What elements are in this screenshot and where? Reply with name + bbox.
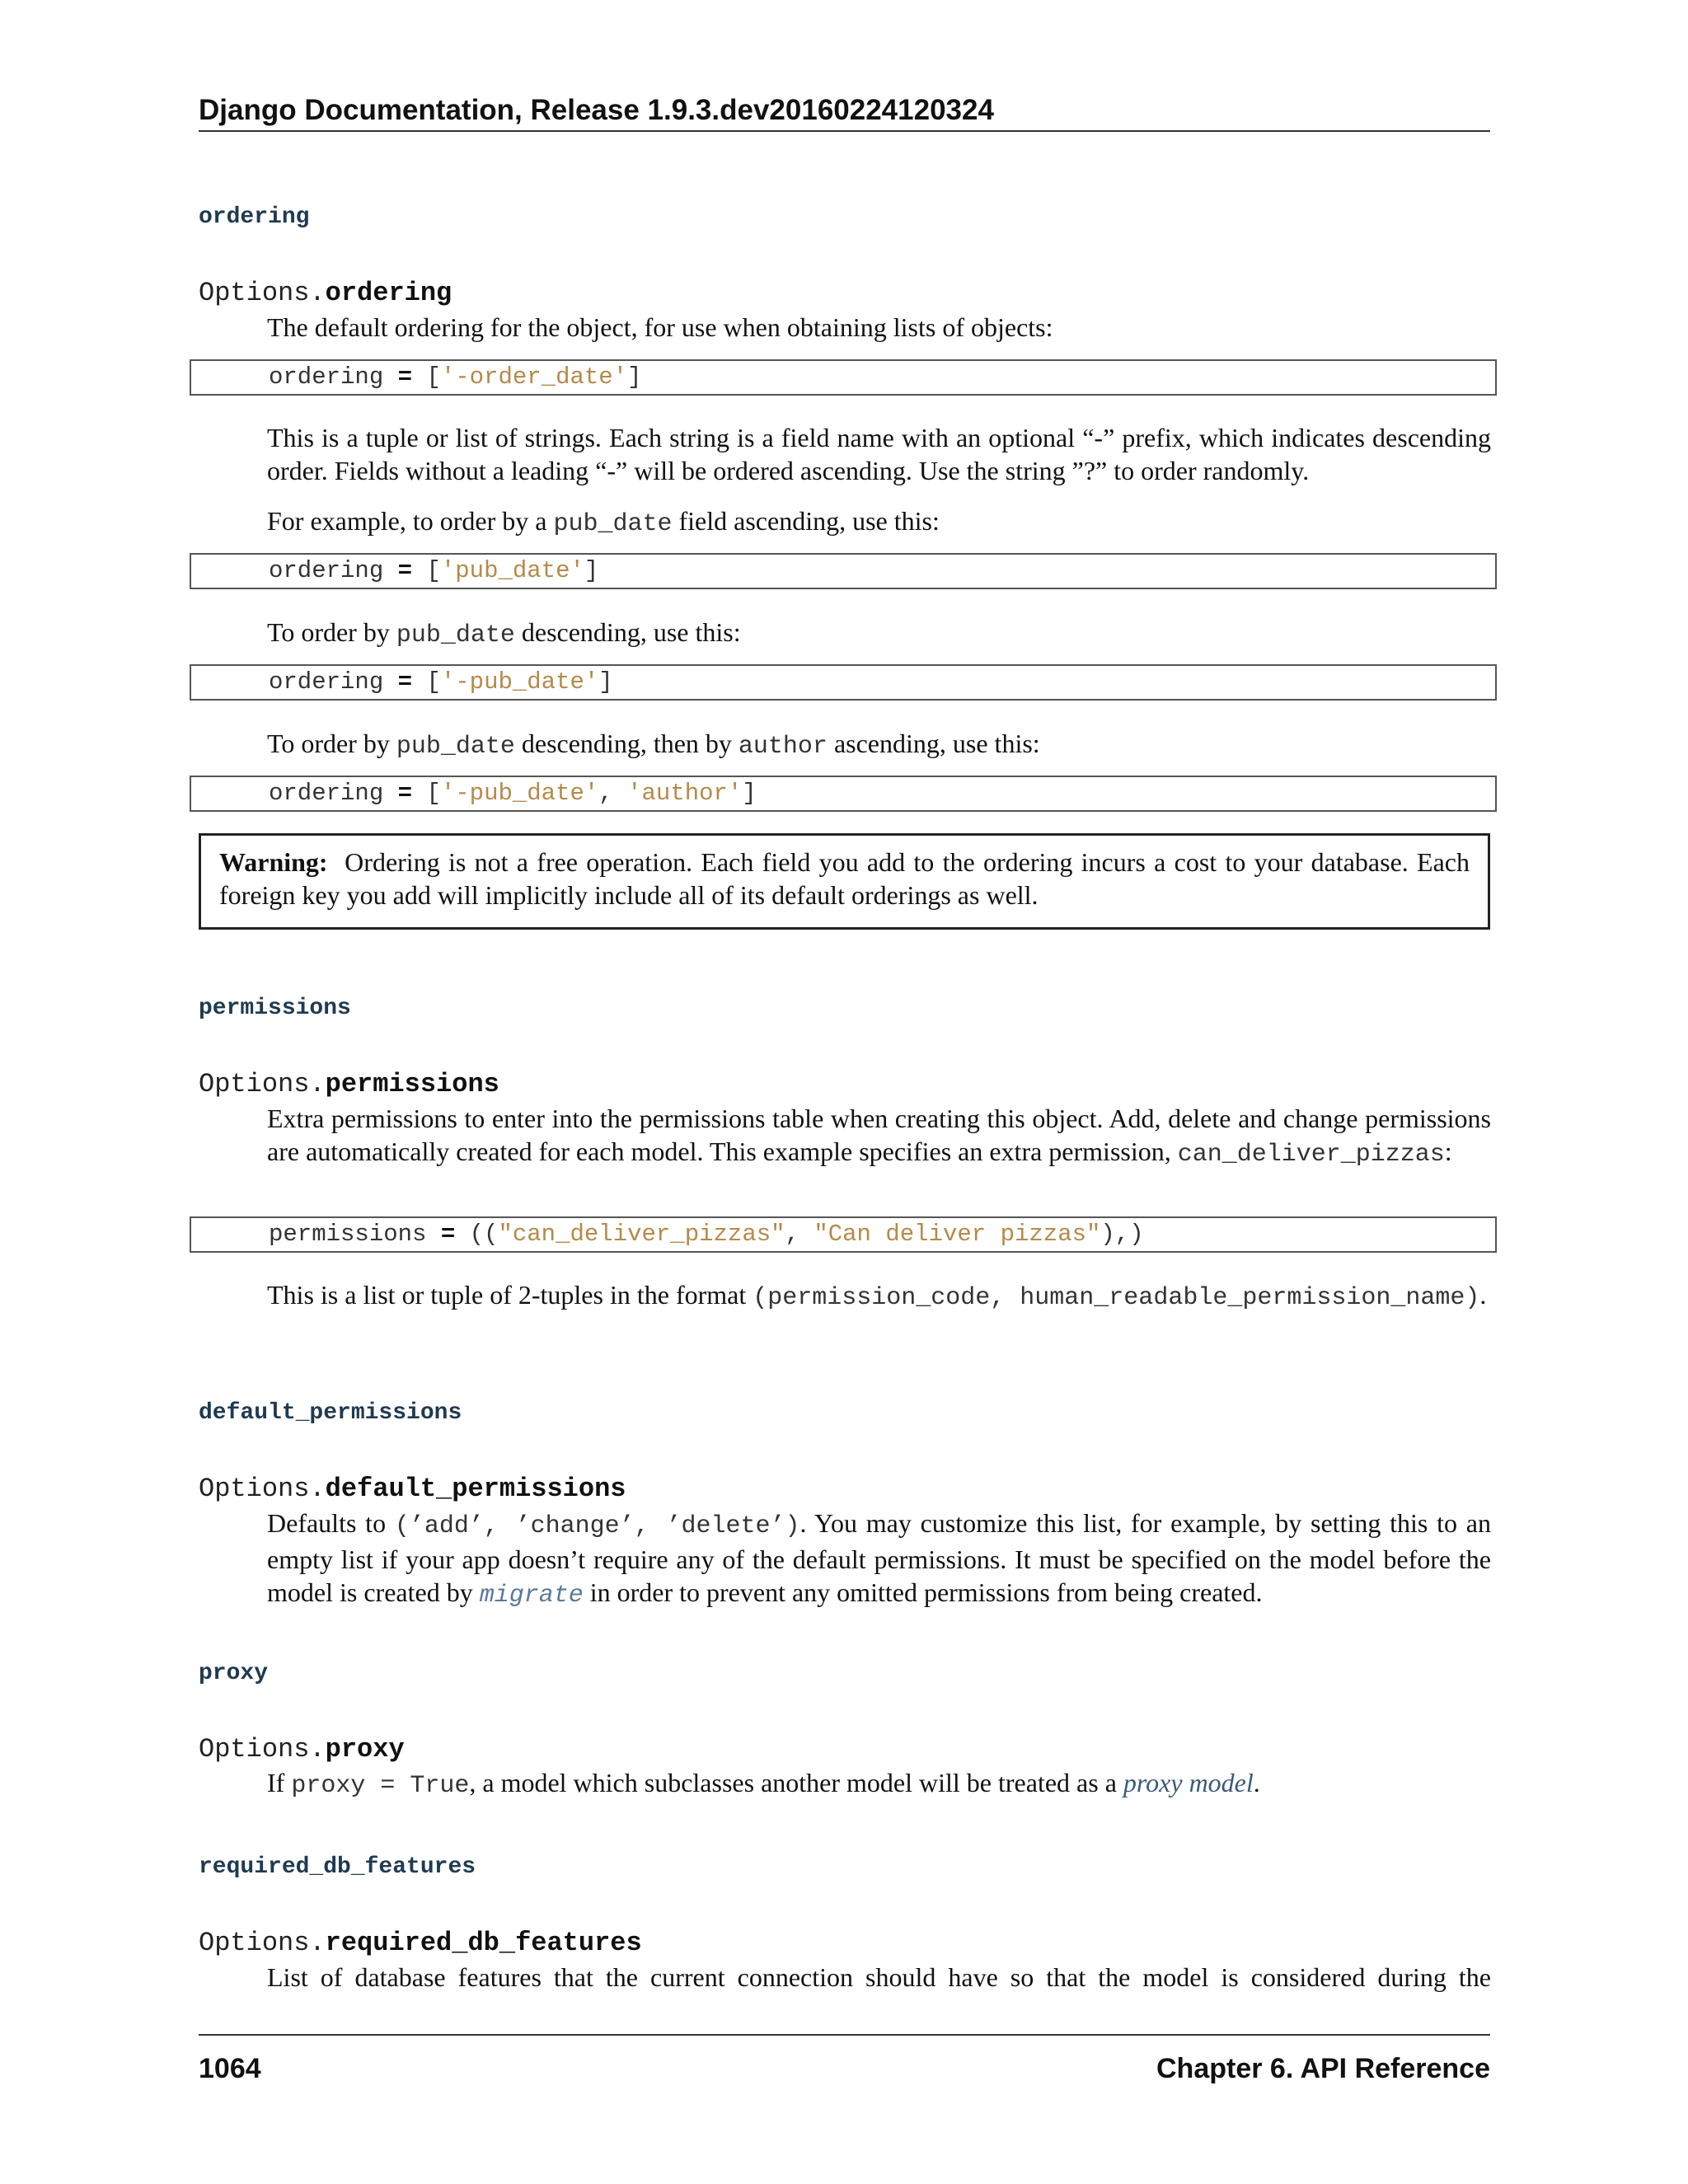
code-string: '-order_date' [440, 363, 628, 391]
proxy-description [267, 1766, 1491, 1802]
page-footer [199, 2034, 1490, 2087]
text: descending, use this: [514, 617, 741, 647]
ordering-paragraph-2: This is a tuple or list of strings. Each string is a field name with an optional “-” prefix, which indicates descending order. Fields without a leading “-” will be ordered ascending. Use the string ”?” to order randomly. [267, 423, 1491, 485]
inline-code: pub_date [396, 733, 515, 761]
code-string: '-pub_date' [440, 780, 599, 807]
code-block-permissions [190, 1216, 1497, 1253]
proxy-model-link[interactable]: proxy model [1123, 1768, 1254, 1797]
ordering-description: The default ordering for the object, for use when obtaining lists of objects: [267, 312, 1053, 342]
code-string: 'pub_date' [440, 557, 584, 584]
text: , a model which subclasses another model will be treated as a [469, 1768, 1123, 1797]
code-op: = [426, 1221, 470, 1248]
text: in order to prevent any omitted permissions from being created. [583, 1577, 1263, 1607]
code-var: ordering [269, 780, 384, 807]
warning-text: Ordering is not a free operation. Each field you add to the ordering incurs a cost to your database. Each foreign key you add will implicitly include all of its default orderings as well. [219, 847, 1470, 910]
code-punct: , [785, 1221, 814, 1248]
code-punct: ] [627, 363, 642, 391]
code-op: = [383, 668, 427, 696]
code-punct: ] [598, 668, 613, 696]
code-op: = [383, 557, 427, 584]
migrate-link[interactable]: migrate [479, 1582, 584, 1610]
signature-ordering [199, 277, 452, 310]
inline-code: author [738, 733, 828, 761]
permissions-description [267, 1102, 1491, 1171]
signature-default-permissions [199, 1473, 626, 1506]
text: Defaults to [267, 1508, 395, 1538]
section-title-proxy: proxy [199, 1661, 269, 1686]
page-header-title: Django Documentation, Release 1.9.3.dev20160224120324 [199, 94, 994, 126]
signature-prefix: Options. [199, 1069, 326, 1099]
code-punct: ] [742, 780, 757, 807]
default-permissions-description [267, 1507, 1491, 1612]
code-string: "can_deliver_pizzas" [498, 1221, 785, 1248]
warning-box [199, 833, 1490, 930]
inline-code: (permission_code, human_readable_permission_name) [753, 1284, 1480, 1312]
signature-prefix: Options. [199, 1928, 326, 1958]
text: . [1253, 1768, 1260, 1797]
inline-code: pub_date [553, 510, 673, 538]
signature-name: required_db_features [325, 1928, 642, 1958]
permissions-paragraph-2 [267, 1278, 1491, 1315]
text: . [1479, 1280, 1487, 1310]
code-string: 'author' [627, 780, 743, 807]
text: . You may customize this list, for example, by setting this to an empty list if your app doesn’t require any of the default permissions. It must be specified on the model before the model is created by [267, 1508, 1491, 1607]
code-var: ordering [269, 363, 384, 391]
code-punct: [ [426, 363, 441, 391]
code-block-ordering-4 [190, 776, 1497, 812]
code-punct: [ [426, 668, 441, 696]
page-header [199, 92, 1490, 132]
text: If [267, 1768, 292, 1797]
signature-prefix: Options. [199, 278, 326, 308]
section-title-required-db-features: required_db_features [199, 1854, 476, 1880]
code-block-ordering-1 [190, 359, 1497, 396]
signature-permissions [199, 1068, 499, 1101]
required-db-features-description: List of database features that the current connection should have so that the model is considered during the [267, 1962, 1491, 1992]
ordering-paragraph-4 [267, 616, 1491, 652]
signature-prefix: Options. [199, 1734, 326, 1765]
section-title-permissions: permissions [199, 996, 351, 1021]
text: : [1444, 1137, 1452, 1166]
code-var: permissions [269, 1221, 427, 1248]
code-punct: [ [426, 780, 441, 807]
inline-code: pub_date [396, 621, 515, 649]
code-var: ordering [269, 557, 384, 584]
signature-name: proxy [325, 1734, 405, 1765]
code-var: ordering [269, 668, 384, 696]
text: For example, to order by a [267, 506, 554, 536]
signature-proxy [199, 1733, 405, 1766]
text: This is a list or tuple of 2-tuples in the format [267, 1280, 753, 1310]
code-punct: ] [584, 557, 599, 584]
code-string: "Can deliver pizzas" [814, 1221, 1101, 1248]
ordering-paragraph-3 [267, 504, 1491, 541]
signature-prefix: Options. [199, 1474, 326, 1504]
chapter-title: Chapter 6. API Reference [1156, 2053, 1490, 2084]
warning-label: Warning: [219, 847, 328, 877]
text: ascending, use this: [827, 729, 1040, 758]
inline-code: can_deliver_pizzas [1177, 1141, 1445, 1169]
code-op: = [383, 780, 427, 807]
section-title-default-permissions: default_permissions [199, 1400, 462, 1426]
code-op: = [383, 363, 427, 391]
code-punct: (( [469, 1221, 499, 1248]
code-punct: ),) [1100, 1221, 1144, 1248]
signature-required-db-features [199, 1927, 642, 1960]
page-number: 1064 [199, 2053, 261, 2084]
code-block-ordering-2 [190, 553, 1497, 589]
text: field ascending, use this: [672, 506, 940, 536]
ordering-paragraph-5 [267, 727, 1491, 763]
code-punct: , [598, 780, 628, 807]
signature-name: permissions [325, 1069, 499, 1099]
code-punct: [ [426, 557, 441, 584]
section-title-ordering: ordering [199, 204, 310, 230]
code-string: '-pub_date' [440, 668, 599, 696]
text: To order by [267, 617, 396, 647]
text: Extra permissions to enter into the permissions table when creating this object. Add, delete and change permissions are automatically created for each model. This example specifies an extra permission, [267, 1104, 1491, 1166]
text: To order by [267, 729, 396, 758]
inline-code: proxy = True [291, 1772, 470, 1800]
text: descending, then by [514, 729, 738, 758]
code-block-ordering-3 [190, 664, 1497, 701]
inline-code: (’add’, ’change’, ’delete’) [394, 1512, 800, 1540]
signature-name: default_permissions [325, 1474, 626, 1504]
signature-name: ordering [325, 278, 452, 308]
